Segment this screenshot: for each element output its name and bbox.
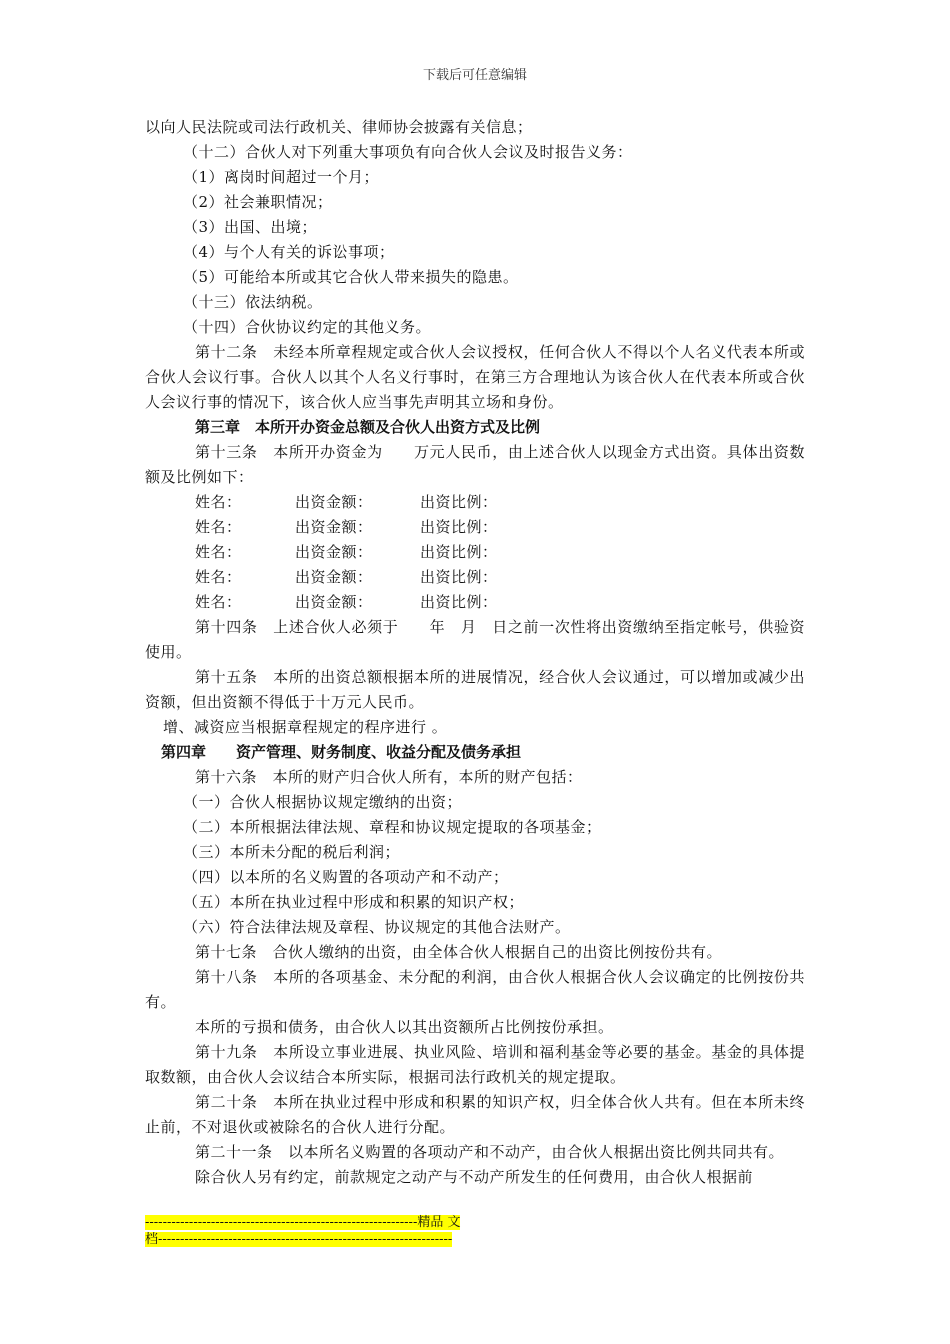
name-label: 姓名： — [195, 543, 242, 561]
article-21: 第二十一条 以本所名义购置的各项动产和不动产，由合伙人根据出资比例共同共有。 — [195, 1143, 785, 1161]
article-13: 第十三条 本所开办资金为 万元人民币，由上述合伙人以现金方式出资。具体出资数额及比例如下： — [145, 443, 805, 486]
list-item: （1）离岗时间超过一个月； — [183, 168, 380, 186]
contribution-row — [145, 540, 805, 565]
article-17: 第十七条 合伙人缴纳的出资，由全体合伙人根据自己的出资比例按份共有。 — [195, 943, 723, 961]
paragraph: 增、减资应当根据章程规定的程序进行 。 — [163, 718, 448, 736]
list-item: （六）符合法律法规及章程、协议规定的其他合法财产。 — [183, 918, 571, 936]
ratio-label: 出资比例： — [420, 543, 498, 561]
ratio-label: 出资比例： — [420, 568, 498, 586]
contribution-row — [145, 590, 805, 615]
list-item: （四）以本所的名义购置的各项动产和不动产； — [183, 868, 509, 886]
document-body — [145, 115, 805, 1190]
name-label: 姓名： — [195, 493, 242, 511]
list-item: （十二）合伙人对下列重大事项负有向合伙人会议及时报告义务： — [183, 143, 633, 161]
amount-label: 出资金额： — [295, 543, 373, 561]
amount-label: 出资金额： — [295, 568, 373, 586]
contribution-row — [145, 490, 805, 515]
chapter-4-heading: 第四章 资产管理、财务制度、收益分配及债务承担 — [161, 743, 522, 761]
list-item: （2）社会兼职情况； — [183, 193, 333, 211]
footer-line-2: 档------------------------------------------------------------------- — [145, 1232, 453, 1247]
amount-label: 出资金额： — [295, 593, 373, 611]
ratio-label: 出资比例： — [420, 593, 498, 611]
article-20: 第二十条 本所在执业过程中形成和积累的知识产权，归全体合伙人共有。但在本所未终止前，不对退伙或被除名的合伙人进行分配。 — [145, 1093, 805, 1136]
list-item: （三）本所未分配的税后利润； — [183, 843, 401, 861]
list-item: （十四）合伙协议约定的其他义务。 — [183, 318, 432, 336]
article-12: 第十二条 未经本所章程规定或合伙人会议授权，任何合伙人不得以个人名义代表本所或合伙人会议行事。合伙人以其个人名义行事时，在第三方合理地认为该合伙人在代表本所或合伙人会议行事的情况下，该合伙人应当事先声明其立场和身份。 — [145, 343, 805, 411]
contribution-row — [145, 565, 805, 590]
contribution-row — [145, 515, 805, 540]
amount-label: 出资金额： — [295, 518, 373, 536]
paragraph: 以向人民法院或司法行政机关、律师协会披露有关信息； — [145, 118, 533, 136]
list-item: （二）本所根据法律法规、章程和协议规定提取的各项基金； — [183, 818, 602, 836]
article-19: 第十九条 本所设立事业进展、执业风险、培训和福利基金等必要的基金。基金的具体提取数额，由合伙人会议结合本所实际，根据司法行政机关的规定提取。 — [145, 1043, 805, 1086]
name-label: 姓名： — [195, 568, 242, 586]
list-item: （5）可能给本所或其它合伙人带来损失的隐患。 — [183, 268, 519, 286]
list-item: （一）合伙人根据协议规定缴纳的出资； — [183, 793, 463, 811]
article-15: 第十五条 本所的出资总额根据本所的进展情况，经合伙人会议通过，可以增加或减少出资额，但出资额不得低于十万元人民币。 — [145, 668, 805, 711]
paragraph: 除合伙人另有约定，前款规定之动产与不动产所发生的任何费用，由合伙人根据前 — [195, 1168, 754, 1186]
name-label: 姓名： — [195, 518, 242, 536]
ratio-label: 出资比例： — [420, 518, 498, 536]
list-item: （3）出国、出境； — [183, 218, 318, 236]
list-item: （4）与个人有关的诉讼事项； — [183, 243, 395, 261]
paragraph: 本所的亏损和债务，由合伙人以其出资额所占比例按份承担。 — [195, 1018, 614, 1036]
article-16: 第十六条 本所的财产归合伙人所有，本所的财产包括： — [195, 768, 583, 786]
chapter-3-heading: 第三章 本所开办资金总额及合伙人出资方式及比例 — [195, 418, 541, 436]
page-header: 下载后可任意编辑 — [422, 68, 527, 83]
amount-label: 出资金额： — [295, 493, 373, 511]
list-item: （五）本所在执业过程中形成和积累的知识产权； — [183, 893, 525, 911]
page-footer — [145, 1214, 805, 1248]
name-label: 姓名： — [195, 593, 242, 611]
list-item: （十三）依法纳税。 — [183, 293, 323, 311]
ratio-label: 出资比例： — [420, 493, 498, 511]
article-14: 第十四条 上述合伙人必须于 年 月 日之前一次性将出资缴纳至指定帐号，供验资使用。 — [145, 618, 805, 661]
article-18: 第十八条 本所的各项基金、未分配的利润，由合伙人根据合伙人会议确定的比例按份共有。 — [145, 968, 805, 1011]
footer-line-1: --------------------------------------------------------------精品 文 — [145, 1215, 461, 1230]
